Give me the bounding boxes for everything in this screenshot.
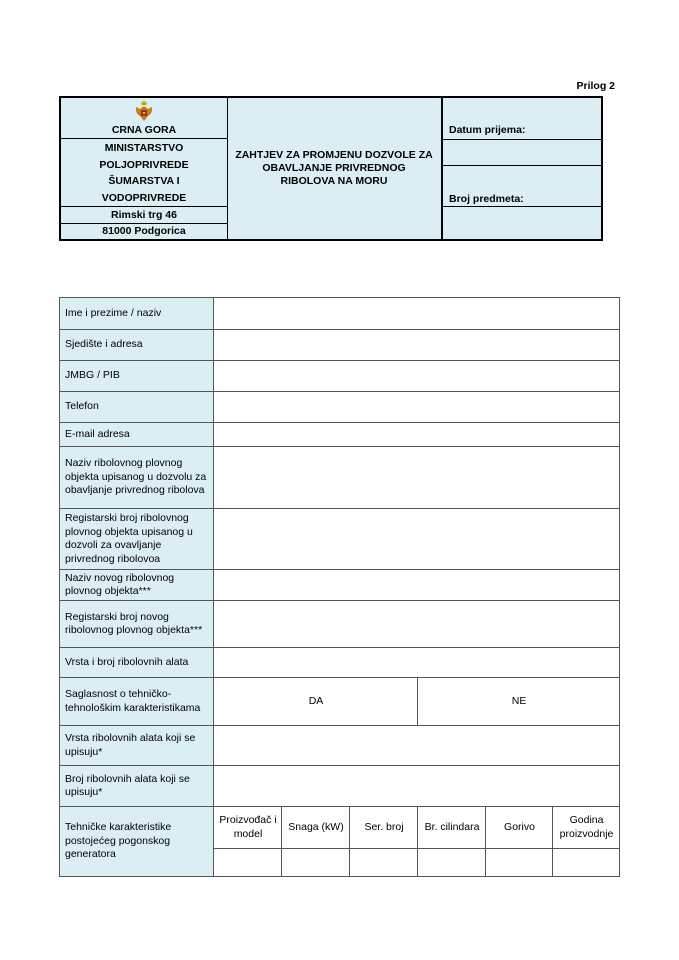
generator-column-header: Gorivo: [486, 807, 553, 849]
generator-column-header: Ser. broj: [350, 807, 418, 849]
ministry-name: [61, 139, 227, 207]
ministry-line: ŠUMARSTVA I: [108, 175, 180, 187]
jmbg-pib-input[interactable]: [214, 361, 620, 392]
generator-year-input[interactable]: [553, 849, 620, 877]
email-input[interactable]: [214, 423, 620, 447]
form-row: [60, 361, 620, 392]
form-row: [60, 447, 620, 509]
consent-yes-option[interactable]: DA: [214, 678, 418, 726]
field-label: Saglasnost o tehničko-tehnološkim karakteristikama: [60, 678, 214, 726]
form-row: [60, 766, 620, 807]
form-title: ZAHTJEV ZA PROMJENU DOZVOLE ZA OBAVLJANJE PRIVREDNOG RIBOLOVA NA MORU: [227, 98, 443, 239]
form-row: [60, 601, 620, 648]
form-row: [60, 298, 620, 330]
generator-serial-input[interactable]: [350, 849, 418, 877]
name-input[interactable]: [214, 298, 620, 330]
received-date-label: Datum prijema:: [443, 98, 603, 140]
registered-gear-count-input[interactable]: [214, 766, 620, 807]
case-number-field[interactable]: [443, 207, 603, 239]
generator-column-header: Snaga (kW): [282, 807, 350, 849]
field-label: Ime i prezime / naziv: [60, 298, 214, 330]
field-label: Tehničke karakteristike postojećeg pogonskog generatora: [60, 807, 214, 877]
ministry-line: POLJOPRIVREDE: [99, 158, 189, 171]
phone-input[interactable]: [214, 392, 620, 423]
form-row: [60, 648, 620, 678]
ministry-line: VODOPRIVREDE: [101, 191, 187, 204]
generator-column-header: Br. cilindara: [418, 807, 486, 849]
consent-no-option[interactable]: NE: [418, 678, 620, 726]
office-use-block: [443, 98, 603, 239]
application-form-table: [59, 297, 620, 877]
field-label: Vrsta ribolovnih alata koji se upisuju*: [60, 726, 214, 766]
address-input[interactable]: [214, 330, 620, 361]
vessel-registration-input[interactable]: [214, 509, 620, 570]
address-city: 81000 Podgorica: [102, 225, 186, 237]
header-block: [59, 96, 603, 241]
generator-header-row: [60, 807, 620, 849]
form-row: [60, 678, 620, 726]
address-street: Rimski trg 46: [61, 207, 227, 224]
field-label: Registarski broj ribolovnog plovnog objekta upisanog u dozvoli za ovavljanje privrednog ribolovoa: [60, 509, 214, 570]
form-row: [60, 330, 620, 361]
field-label: Naziv ribolovnog plovnog objekta upisanog u dozvolu za obavljanje privrednog ribolova: [60, 447, 214, 509]
generator-cylinders-input[interactable]: [418, 849, 486, 877]
generator-power-input[interactable]: [282, 849, 350, 877]
country-name: CRNA GORA: [61, 122, 227, 139]
field-label: JMBG / PIB: [60, 361, 214, 392]
field-label: Registarski broj novog ribolovnog plovnog objekta***: [60, 601, 214, 648]
received-date-field[interactable]: [443, 140, 603, 166]
field-label: Naziv novog ribolovnog plovnog objekta***: [60, 570, 214, 601]
new-vessel-name-input[interactable]: [214, 570, 620, 601]
field-label: Broj ribolovnih alata koji se upisuju*: [60, 766, 214, 807]
attachment-label: Prilog 2: [576, 80, 615, 92]
field-label: Sjedište i adresa: [60, 330, 214, 361]
new-vessel-registration-input[interactable]: [214, 601, 620, 648]
institution-block: [61, 98, 228, 239]
case-number-label: Broj predmeta:: [443, 166, 603, 207]
ministry-line: MINISTARSTVO: [104, 142, 184, 154]
coat-of-arms-icon: [134, 101, 154, 123]
registered-gear-type-input[interactable]: [214, 726, 620, 766]
field-label: Vrsta i broj ribolovnih alata: [60, 648, 214, 678]
vessel-name-input[interactable]: [214, 447, 620, 509]
field-label: Telefon: [60, 392, 214, 423]
form-row: [60, 726, 620, 766]
form-row: [60, 423, 620, 447]
form-row: [60, 570, 620, 601]
generator-column-header: Proizvođač i model: [214, 807, 282, 849]
generator-column-header: Godina proizvodnje: [553, 807, 620, 849]
generator-fuel-input[interactable]: [486, 849, 553, 877]
gear-type-count-input[interactable]: [214, 648, 620, 678]
generator-manufacturer-input[interactable]: [214, 849, 282, 877]
form-row: [60, 509, 620, 570]
field-label: E-mail adresa: [60, 423, 214, 447]
form-row: [60, 392, 620, 423]
